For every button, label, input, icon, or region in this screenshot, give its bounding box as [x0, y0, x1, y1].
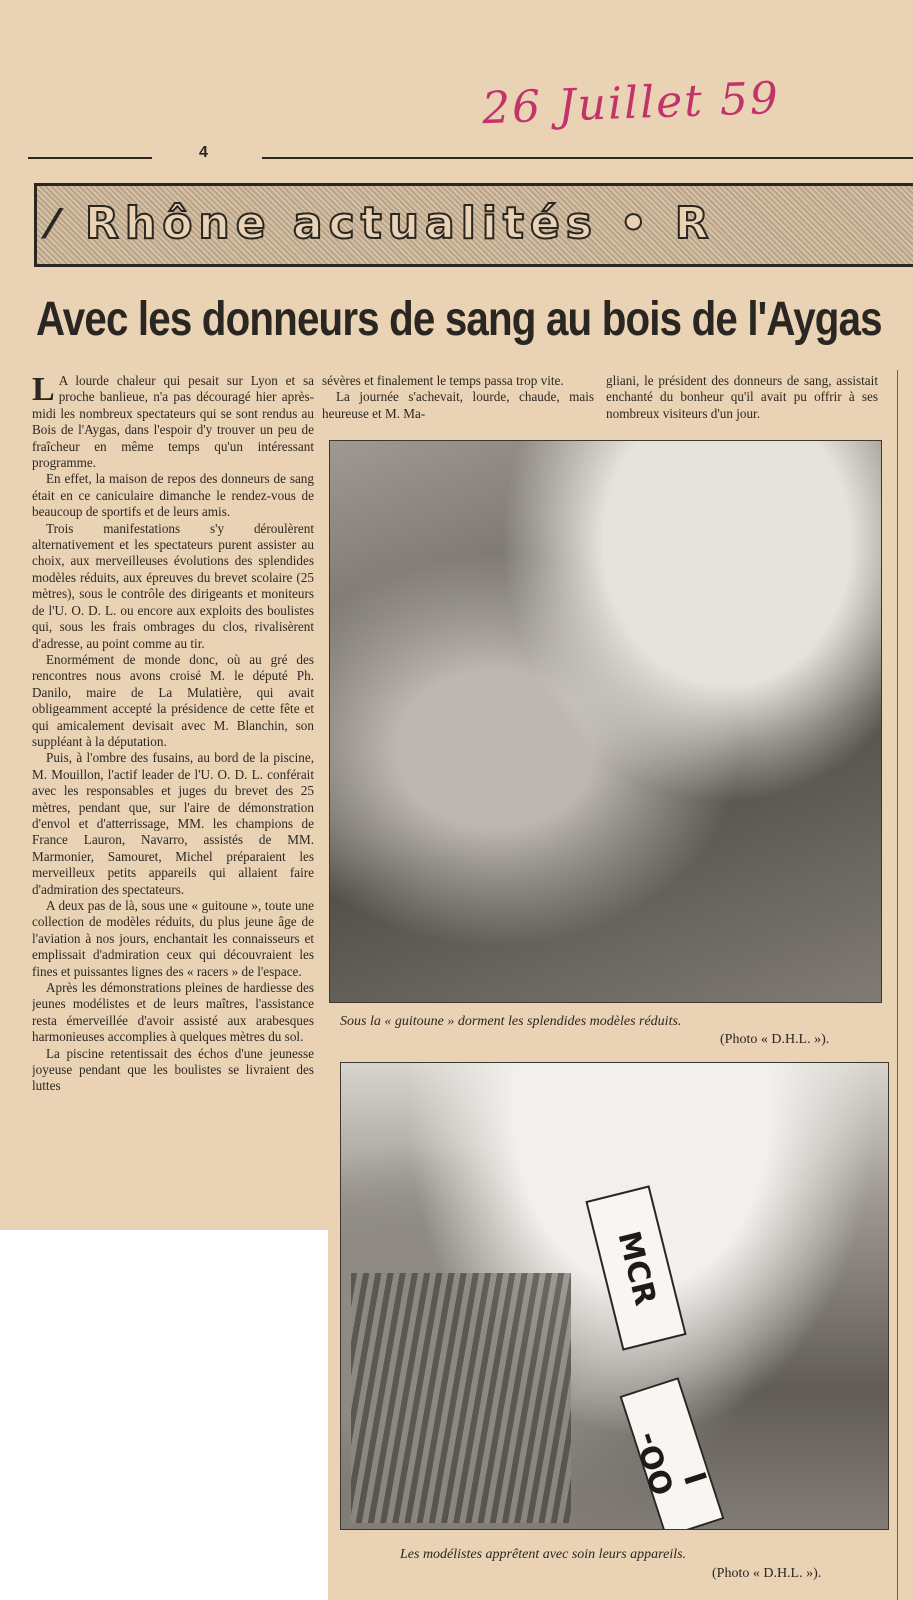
section-banner [34, 183, 913, 267]
paragraph-2: En effet, la maison de repos des donneurs de sang était en ce caniculaire dimanche le rendez-vous de beaucoup de sportifs et de leurs amis. [32, 471, 314, 520]
column3-text: gliani, le président des donneurs de sang, assistait enchanté du bonheur qu'il avait pu offrir à ses nombreux visiteurs d'un jour. [606, 373, 878, 421]
dropcap: L [32, 373, 55, 408]
photo2-sign-mcr: MCR [585, 1185, 686, 1350]
paragraph-5: Puis, à l'ombre des fusains, au bord de la piscine, M. Mouillon, l'actif leader de l'U. O. D. L. conférait avec les responsables et juges du brevet des 25 mètres, pendant que, sur l'aire de démonstration d'envol et d'atterrissage, MM. les champions de France Lauron, Navarro, assistés de MM. Marmonier, Samouret, Michel préparaient les merveilleux petits appareils qui allaient faire d'admiration des spectateurs. [32, 750, 314, 897]
banner-slash-icon: ⁄ [49, 202, 56, 248]
photo2-caption: Les modélistes apprêtent avec soin leurs appareils. [400, 1547, 687, 1562]
article-column-1 [32, 373, 314, 1208]
photo-modelers [340, 1062, 889, 1530]
paragraph-8: La piscine retentissait des échos d'une jeunesse joyeuse pendant que les boulistes se livraient des luttes [32, 1045, 314, 1094]
top-rule-right [262, 157, 913, 159]
banner-title: Rhône actualités • R [85, 198, 715, 249]
handwritten-date: 26 Juillet 59 [481, 72, 781, 135]
article-column-3 [606, 373, 878, 429]
page-number: 4 [199, 144, 208, 161]
column2-text-a: sévères et finalement le temps passa trop vite. [322, 373, 564, 388]
paragraph-3: Trois manifestations s'y déroulèrent alternativement et les spectateurs purent assister au choix, aux merveilleuses évolutions des splendides modèles réduits, aux épreuves du brevet scolaire (25 mètres), sous le contrôle des dirigeants et moniteurs de l'U. O. D. L. ou encore aux exploits des boulistes qui, sous les frais ombrages du clos, rivalisèrent d'adresse, au point comme au tir. [32, 520, 314, 651]
top-rule-left [28, 157, 152, 159]
photo2-fence [351, 1273, 571, 1523]
column2-text-b: La journée s'achevait, lourde, chaude, mais heureuse et M. Ma- [322, 389, 594, 421]
paragraph-4: Enormément de monde donc, où au gré des rencontres nous avons croisé M. le député Ph. Danilo, maire de La Mulatière, qui avait obligeamment accepté la présidence de cette fête et qui amicalement devisait avec M. Blanchin, son suppléant à la députation. [32, 651, 314, 749]
photo2-credit: (Photo « D.H.L. »). [712, 1566, 822, 1581]
photo2-sign-registration: OO-I [619, 1377, 724, 1530]
photo1-caption: Sous la « guitoune » dorment les splendides modèles réduits. [340, 1014, 682, 1029]
paragraph-1: L A lourde chaleur qui pesait sur Lyon et sa proche banlieue, n'a pas découragé hier après-midi les nombreux spectateurs qui se sont rendus au Bois de l'Aygas, dans l'espoir d'y trouver un peu de fraîcheur en même temps qu'un intéressant programme. [32, 373, 314, 471]
column-divider [897, 370, 898, 1600]
paragraph-6: A deux pas de là, sous une « guitoune », toute une collection de modèles réduits, du plus jeune âge de l'aviation à nos jours, enchantait les connaisseurs et emplissait d'admiration ceux qui découvraient les fines et puissantes lignes des « racers » de l'espace. [32, 898, 314, 979]
paragraph-7: Après les démonstrations pleines de hardiesse des jeunes modélistes et de leurs maîtres, l'assistance resta émerveillée d'avoir assisté aux arabesques harmonieuses accomplies à quelques mètres du sol. [32, 980, 314, 1045]
article-headline: Avec les donneurs de sang au bois de l'Aygas [36, 293, 882, 346]
photo1-credit: (Photo « D.H.L. »). [720, 1032, 830, 1047]
photo-model-planes [329, 440, 882, 1003]
article-column-2 [322, 373, 594, 429]
